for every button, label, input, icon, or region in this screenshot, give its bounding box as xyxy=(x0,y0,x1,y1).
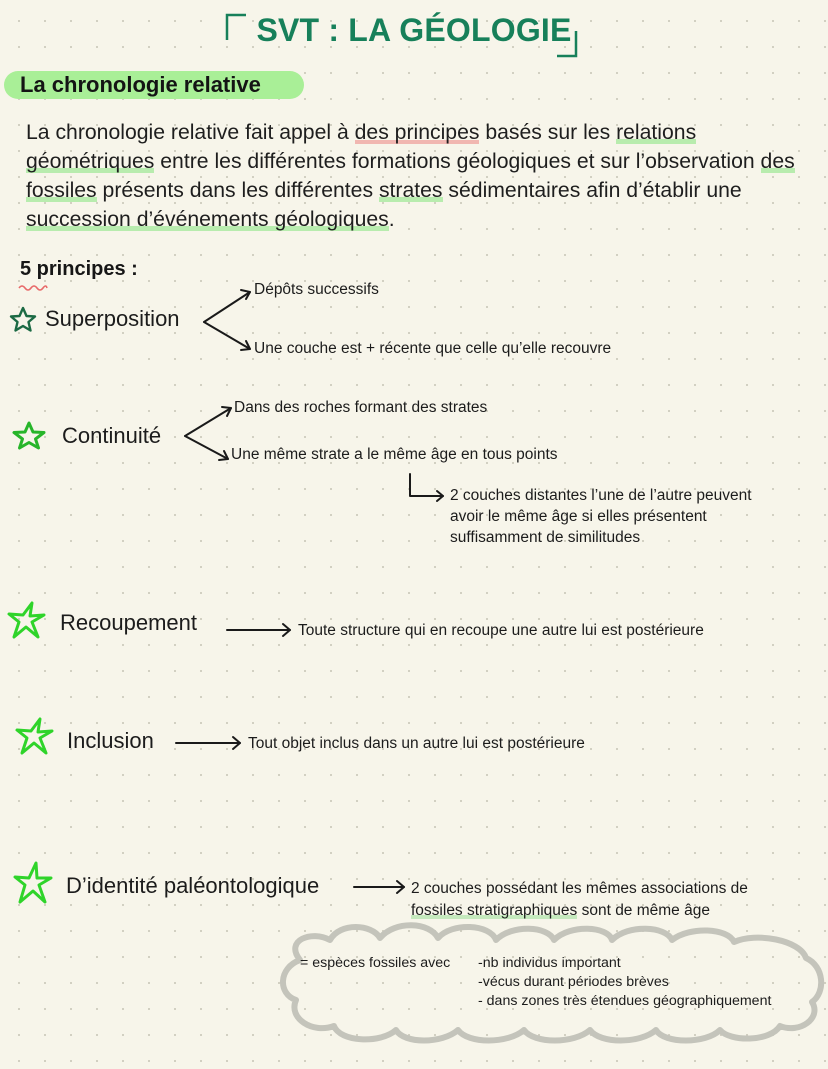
star-icon xyxy=(12,860,54,906)
intro-highlight-fossiles: des fossiles xyxy=(26,150,795,202)
continuite-sub-line-3: suffisamment de similitudes xyxy=(450,529,641,546)
inclusion-definition: Tout objet inclus dans un autre lui est postérieure xyxy=(248,735,585,752)
principle-recoupement: Recoupement xyxy=(60,610,197,635)
intro-paragraph xyxy=(26,118,806,234)
continuite-sub-line-2: avoir le même âge si elles présentent xyxy=(450,508,707,525)
star-icon xyxy=(8,305,38,333)
superposition-branch-1: Dépôts successifs xyxy=(254,281,379,298)
intro-highlight-relations: relations géométriques xyxy=(26,121,697,173)
identite-arrow xyxy=(354,881,404,893)
identite-def-line-2 xyxy=(411,900,748,922)
identite-def-line-2b: sont de même âge xyxy=(577,902,710,919)
intro-highlight-succession: succession d’événements géologiques xyxy=(26,208,389,231)
intro-text-5: sédimentaires afin d’établir une xyxy=(442,179,742,202)
identite-highlight-fossiles: fossiles stratigraphiques xyxy=(411,902,578,919)
cloud-note-item-2: -vécus durant périodes brèves xyxy=(478,974,669,990)
principle-superposition: Superposition xyxy=(45,306,180,331)
cloud-note-item-1: -nb individus important xyxy=(478,955,621,971)
star-icon xyxy=(14,716,56,756)
intro-highlight-principes: des principes xyxy=(354,121,480,144)
identite-definition xyxy=(411,878,748,922)
continuite-branch-2: Une même strate a le même âge en tous points xyxy=(231,446,558,463)
intro-highlight-strates: strates xyxy=(378,179,443,202)
intro-text-4: présents dans les différentes xyxy=(96,179,379,202)
principles-squiggle xyxy=(18,284,48,292)
principle-identite: D’identité paléontologique xyxy=(66,873,320,898)
superposition-branch-2: Une couche est + récente que celle qu’elle recouvre xyxy=(254,340,612,357)
continuite-sub-line-1: 2 couches distantes l’une de l’autre peuvent xyxy=(450,487,752,504)
section-title: La chronologie relative xyxy=(20,72,261,97)
principle-inclusion: Inclusion xyxy=(67,728,154,753)
intro-text-6: . xyxy=(388,208,395,231)
inclusion-arrow xyxy=(176,737,240,749)
principles-heading: 5 principes : xyxy=(20,258,138,280)
cloud-note-item-3: - dans zones très étendues géographiquement xyxy=(478,993,772,1009)
intro-text-3: entre les différentes formations géologiques et sur l’observation xyxy=(154,150,761,173)
intro-text-1: La chronologie relative fait appel à xyxy=(26,121,355,144)
page-title: SVT : LA GÉOLOGIE xyxy=(256,12,572,48)
continuite-branch-1: Dans des roches formant des strates xyxy=(234,399,488,416)
superposition-branch-arrows xyxy=(204,290,250,350)
recoupement-arrow xyxy=(227,624,290,636)
identite-def-line-1: 2 couches possédant les mêmes associations de xyxy=(411,880,748,897)
cloud-note-list xyxy=(478,954,771,1011)
continuite-sub-note xyxy=(450,485,752,548)
star-icon xyxy=(10,420,48,450)
cloud-note-lead: = espèces fossiles avec xyxy=(300,955,451,971)
recoupement-definition: Toute structure qui en recoupe une autre lui est postérieure xyxy=(298,622,704,639)
star-icon xyxy=(6,600,48,640)
intro-text-2: basés sur les xyxy=(479,121,617,144)
principle-continuite: Continuité xyxy=(62,423,162,448)
